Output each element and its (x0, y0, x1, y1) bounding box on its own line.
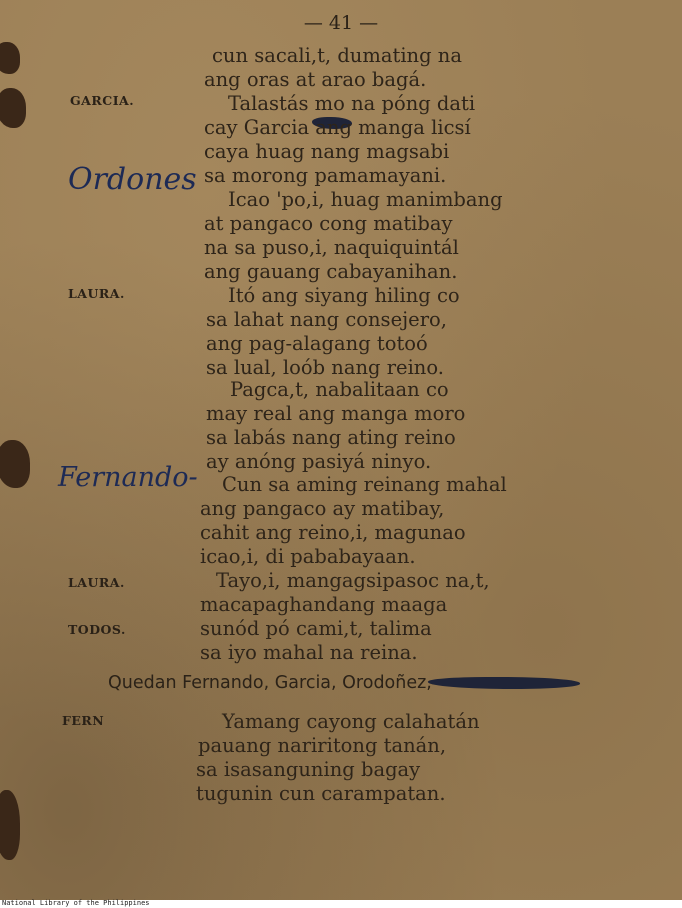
verse-line: at pangaco cong matibay (204, 212, 453, 235)
verse-line: caya huag nang magsabi (204, 140, 450, 163)
worm-hole (0, 42, 20, 74)
verse-line: ang pag-alagang totoó (206, 332, 428, 355)
verse-line: Tayo,i, mangagsipasoc na,t, (216, 569, 490, 592)
verse-line: sa lual, loób nang reino. (206, 356, 444, 379)
verse-line: sa labás nang ating reino (206, 426, 456, 449)
verse-line: tugunin cun carampatan. (196, 782, 446, 805)
handwritten-annotation: Ordones (68, 162, 197, 197)
worm-hole (0, 790, 20, 860)
speaker-label: TODOS. (68, 622, 126, 637)
worm-hole (0, 440, 30, 488)
verse-line: ang pangaco ay matibay, (200, 497, 445, 520)
verse-line: cun sacali,t, dumating na (212, 44, 462, 67)
verse-line: sa iyo mahal na reina. (200, 641, 418, 664)
verse-line: Yamang cayong calahatán (222, 710, 480, 733)
ink-scribble (428, 677, 580, 689)
verse-line: cay Garcia ang manga licsí (204, 116, 471, 139)
speaker-label: LAURA. (68, 575, 125, 590)
speaker-label: GARCIA. (70, 93, 135, 108)
verse-line: may real ang manga moro (206, 402, 466, 425)
footer-credit: National Library of the Philippines (2, 899, 150, 907)
verse-line: icao,i, di pababayaan. (200, 545, 416, 568)
handwritten-annotation: Fernando- (58, 462, 198, 493)
verse-line: sa morong pamamayani. (204, 164, 447, 187)
speaker-label: FERN (62, 713, 105, 728)
page-number: — 41 — (303, 12, 379, 34)
verse-line: sa isasanguning bagay (196, 758, 421, 781)
speaker-label: LAURA. (68, 286, 125, 301)
verse-line: macapaghandang maaga (200, 593, 448, 616)
verse-line: na sa puso,i, naquiquintál (204, 236, 459, 259)
stage-direction: Quedan Fernando, Garcia, Orodoñez, (108, 673, 432, 693)
verse-line: Itó ang siyang hiling co (228, 284, 460, 307)
verse-line: sunód pó cami,t, talima (200, 617, 432, 640)
verse-line: ay anóng pasiyá ninyo. (206, 450, 432, 473)
verse-line: pauang nariritong tanán, (198, 734, 447, 757)
verse-line: Pagca,t, nabalitaan co (230, 378, 449, 401)
verse-line: Cun sa aming reinang mahal (222, 473, 507, 496)
footer-bar (0, 900, 682, 908)
verse-line: Icao 'po,i, huag manimbang (228, 188, 503, 211)
verse-line: cahit ang reino,i, magunao (200, 521, 466, 544)
verse-line: Talastás mo na póng dati (228, 92, 476, 115)
verse-line: ang oras at arao bagá. (204, 68, 427, 91)
worm-hole (0, 88, 26, 128)
verse-line: sa lahat nang consejero, (206, 308, 447, 331)
verse-line: ang gauang cabayanihan. (204, 260, 458, 283)
